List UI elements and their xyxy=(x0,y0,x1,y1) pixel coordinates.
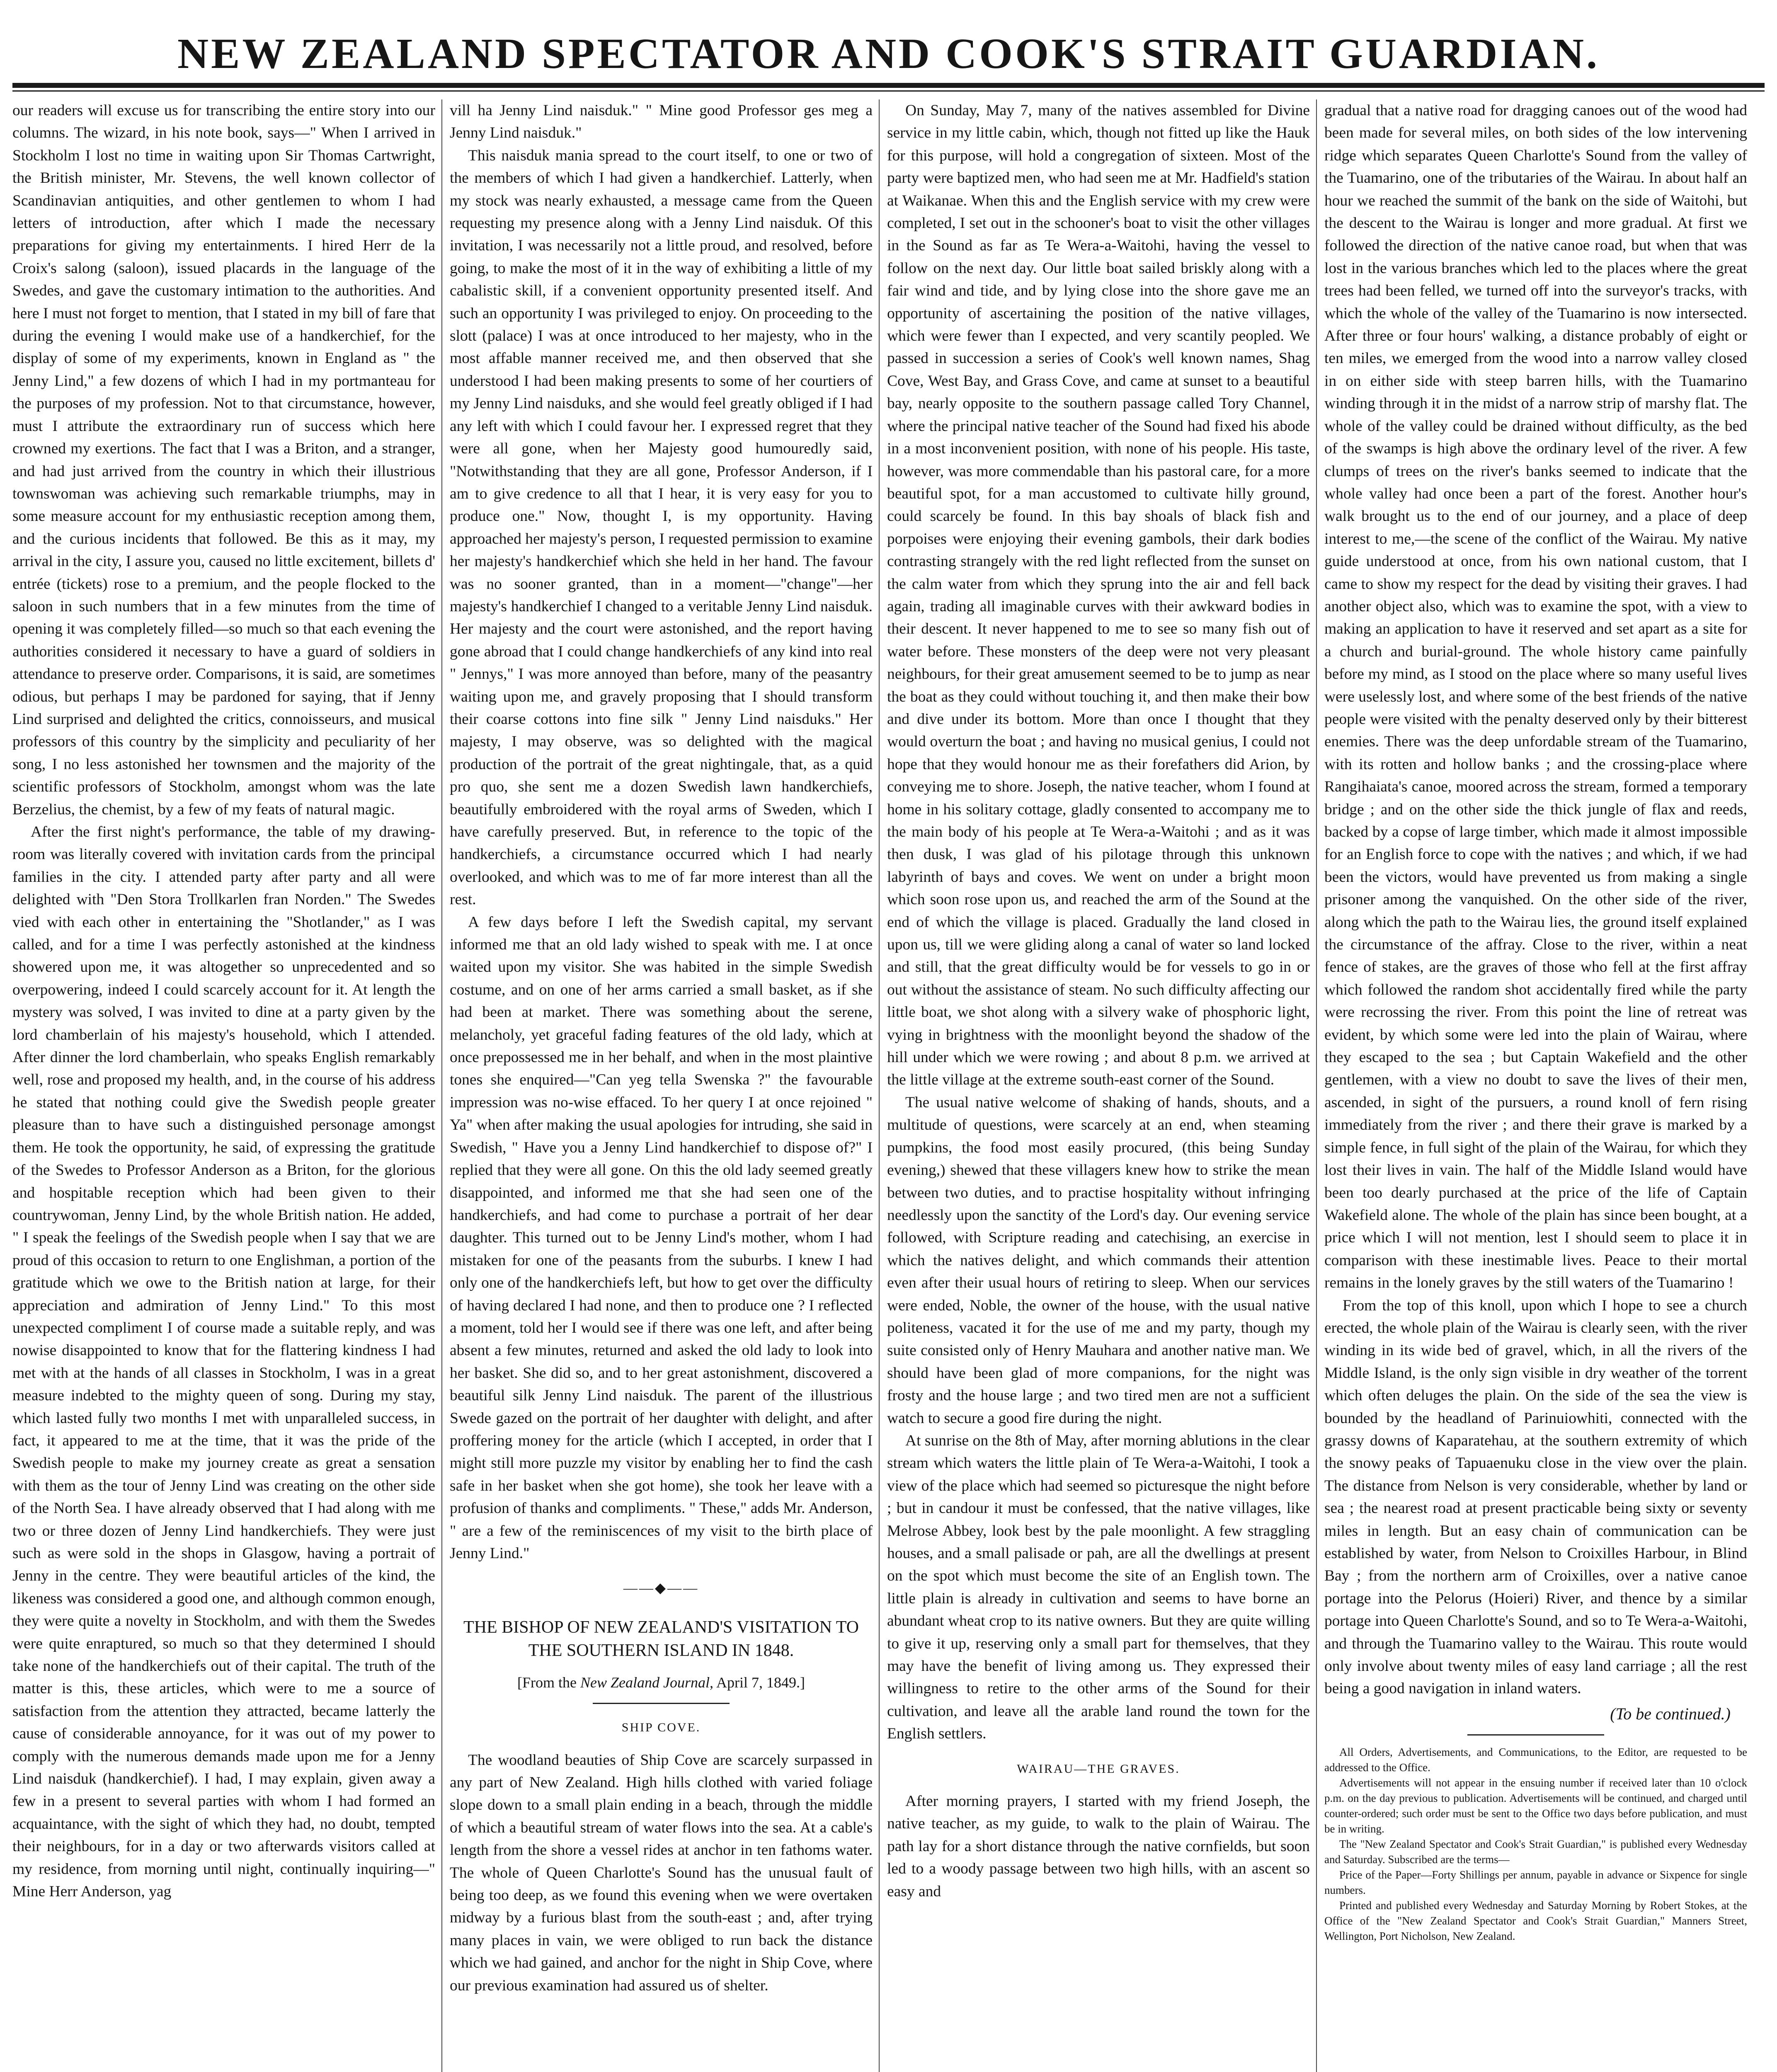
short-rule xyxy=(593,1703,730,1704)
column-2 xyxy=(450,99,873,2072)
section-subhead: WAIRAU—THE GRAVES. xyxy=(1017,1762,1180,1776)
column-divider xyxy=(879,99,880,2072)
article-paragraph: After morning prayers, I started with my friend Joseph, the native teacher, as my guide, to walk to the plain of Wairau. The path lay for a short distance through the native cornfields, but soon led to a woody passage between two high hills, with an ascent so easy and xyxy=(887,1793,1310,1900)
article-paragraph: A few days before I left the Swedish capital, my servant informed me that an old lady wished to speak with me. I at once waited upon my visitor. She was habited in the simple Swedish costume, and on one of her arms carried a small basket, as if she had been at market. There was something about the serene, melancholy, yet graceful fading features of the old lady, which at once prepossessed me in her behalf, and when in the most plaintive tones she enquired—"Can yeg tella Swenska ?" the favourable impression was no-wise effaced. To her query I at once rejoined " Ya" when after making the usual apologies for intruding, she said in Swedish, " Have you a Jenny Lind handkerchief to dispose of?" I replied that they were all gone. On this the old lady seemed greatly disappointed, and informed me that she had seen one of the handkerchiefs, and had come to purchase a portrait of her dear daughter. This turned out to be Jenny Lind's mother, whom I had mistaken for one of the peasants from the suburbs. I knew I had only one of the handkerchiefs left, but how to get over the difficulty of having declared I had none, and then to produce one ? I reflected a moment, told her I would see if there was one left, and after being absent a few minutes, returned and asked the old lady to look into her basket. She did so, and to her great astonishment, discovered a beautiful silk Jenny Lind naisduk. The parent of the illustrious Swede gazed on the portrait of her daughter with delight, and after proffering money for the article (which I accepted, in order that I might still more puzzle my visitor by enabling her to find the cash safe in her basket when she got home), she took her leave with a profusion of thanks and compliments. " These," adds Mr. Anderson, " are a few of the reminiscences of my visit to the birth place of Jenny Lind." xyxy=(450,913,873,1562)
article-source xyxy=(450,1671,873,1694)
article-paragraph: vill ha Jenny Lind naisduk." " Mine good Professor ges meg a Jenny Lind naisduk." xyxy=(450,102,873,142)
column-divider xyxy=(1316,99,1317,2072)
newspaper-title: NEW ZEALAND SPECTATOR AND COOK'S STRAIT GUARDIAN. xyxy=(177,30,1600,77)
imprint-line: All Orders, Advertisements, and Communications, to the Editor, are requested to be addressed to the Office. xyxy=(1324,1746,1747,1774)
article-paragraph: From the top of this knoll, upon which I hope to see a church erected, the whole plain of the Wairau is clearly seen, with the river winding in its wide bed of gravel, which, in all the rivers of the Middle Island, is the only sign visible in dry weather of the torrent which often deluges the plain. On the side of the sea the view is bounded by the headland of Parinuiowhiti, connected with the grassy downs of Kaparatehau, at the southern extremity of which the snowy peaks of Tapuaenuku close in the view over the plain. The distance from Nelson is very considerable, whether by land or sea ; the nearest road at present practicable being sixty or seventy miles in length. But an easy chain of communication can be established by water, from Nelson to Croixilles Harbour, in Blind Bay ; from the northern arm of Croixilles, over a native canoe portage into the Pelorus (Hoieri) River, and thence by a similar portage into Queen Charlotte's Sound, and so to Te Wera-a-Waitohi, and through the Tuamarino valley to the Wairau. This route would only involve about twenty miles of easy land carriage ; all the rest being a good navigation in inland waters. xyxy=(1324,1297,1747,1697)
article-paragraph: The usual native welcome of shaking of hands, shouts, and a multitude of questions, were scarcely at an end, when steaming pumpkins, the food most easily procured, (this being Sunday evening,) shewed that these villagers knew how to strike the mean between two duties, and to practise hospitality without infringing needlessly upon the sanctity of the Lord's day. Our evening service followed, with Scripture reading and catechising, an exercise in which the natives delight, and which commands their attention even after their usual hours of retiring to sleep. When our services were ended, Noble, the owner of the house, with the usual native politeness, vacated it for the use of me and my party, though my suite consisted only of Henry Mauhara and another native man. We should have been glad of more companions, for the night was frosty and the house large ; and two tired men are not a sufficient watch to secure a good fire during the night. xyxy=(887,1094,1310,1427)
imprint-notice xyxy=(1324,1745,1747,1944)
article-paragraph: This naisduk mania spread to the court itself, to one or two of the members of which I had given a handkerchief. Latterly, when my stock was nearly exhausted, a message came from the Queen requesting my presence along with a Jenny Lind naisduk. Of this invitation, I was necessarily not a little proud, and resolved, before going, to make the most of it in the way of exhibiting a little of my cabalistic skill, if a convenient opportunity presented itself. And such an opportunity I was privileged to enjoy. On proceeding to the slott (palace) I was at once introduced to her majesty, who in the most affable manner received me, and then observed that she understood I had been making presents to some of her courtiers of my Jenny Lind naisduks, and she would feel greatly obliged if I had any left with which I could favour her. I expressed regret that they were all gone, when her Majesty good humouredly said, "Notwithstanding that they are all gone, Professor Anderson, if I am to give credence to all that I hear, it is very easy for you to produce one." Now, thought I, is my opportunity. Having approached her majesty's person, I requested permission to examine her majesty's handkerchief which she held in her hand. The favour was no sooner granted, than in a moment—"change"—her majesty's handkerchief I changed to a veritable Jenny Lind naisduk. Her majesty and the court were astonished, and the report having gone abroad that I could change handkerchiefs of any kind into real " Jennys," I was more annoyed than before, many of the peasantry waiting upon me, and gravely proposing that I should transform their coarse cottons into fine silk " Jenny Lind naisduks." Her majesty, I may observe, was so delighted with the magical production of the portrait of the great nightingale, that, as a quid pro quo, she sent me a dozen Swedish lawn handkerchiefs, beautifully embroidered with the royal arms of Sweden, which I have carefully preserved. But, in reference to the topic of the handkerchiefs, a circumstance occurred which I had nearly overlooked, and which was to me of far more interest than all the rest. xyxy=(450,147,873,908)
source-date: April 7, 1849.] xyxy=(716,1674,805,1691)
imprint-line: Advertisements will not appear in the ensuing number if received later than 10 o'clock p.m. on the day previous to publication. Advertisements will be continued, and charged until counter-ordered; such order must be sent to the Office two days before publication, and must be in writing. xyxy=(1324,1777,1747,1835)
imprint-line: Price of the Paper—Forty Shillings per annum, payable in advance or Sixpence for single numbers. xyxy=(1324,1869,1747,1897)
article-paragraph: gradual that a native road for dragging canoes out of the wood had been made for several miles, on both sides of the low intervening ridge which separates Queen Charlotte's Sound from the valley of the Tuamarino, one of the tributaries of the Wairau. In about half an hour we reached the summit of the bank on the side of Waitohi, but the descent to the Wairau is longer and more gradual. At first we followed the direction of the native canoe road, but when that was lost in the various branches which led to the places where the great trees had been felled, we turned off into the surveyor's tracks, with which the whole of the valley of the Tuamarino is now intersected. After three or four hours' walking, a distance probably of eight or ten miles, we emerged from the wood into a narrow valley closed in on either side with steep barren hills, with the Tuamarino winding through it in the midst of a narrow strip of marshy flat. The whole of the valley could be drained without difficulty, as the bed of the swamps is high above the ordinary level of the river. A few clumps of trees on the river's banks seemed to indicate that the whole valley had once been a part of the forest. Another hour's walk brought us to the end of our journey, and a place of deep interest to me,—the scene of the conflict of the Wairau. My native guide understood at once, from his own national custom, that I came to show my respect for the dead by visiting their graves. I had another object also, which was to examine the spot, with a view to making an application to have it reserved and set apart as a site for a church and burial-ground. The whole history came painfully before my mind, as I stood on the place where so many useful lives were uselessly lost, and where some of the best friends of the native people were visited with the penalty deserved only by their bitterest enemies. There was the deep unfordable stream of the Tuamarino, with its rotten and hollow banks ; and the crossing-place where Rangihaiata's canoe, moored across the stream, formed a temporary bridge ; and on the other side the thick jungle of flax and reeds, backed by a copse of large timber, which made it almost impossible for an English force to cope with the natives ; and which, if we had been the victors, would have prevented us from making a single prisoner among the vanquished. On the other side of the river, along which the path to the Wairau lies, the ground itself explained the circumstance of the affray. Close to the river, within a neat fence of stakes, are the graves of those who fell at the first affray which followed the random shot accidentally fired while the party were recrossing the river. From this point the line of retreat was evident, by which some were led into the plain of Wairau, where they escaped to the sea ; but Captain Wakefield and the other gentlemen, with a view no doubt to save the lives of their men, ascended, in sight of the pursuers, a round knoll of fern rising immediately from the river ; and there their grave is marked by a simple fence, in full sight of the plain of the Wairau, for which they lost their lives in vain. The half of the Middle Island would have been too dearly purchased at the price of the life of Captain Wakefield alone. The whole of the plain has since been bought, at a price which I will not mention, lest I should seem to place it in comparison with these inestimable lives. Peace to their mortal remains in the lonely graves by the still waters of the Tuamarino ! xyxy=(1324,102,1747,1292)
article-paragraph: At sunrise on the 8th of May, after morning ablutions in the clear stream which waters the little plain of Te Wera-a-Waitohi, I took a view of the place which had seemed so picturesque the night before ; but in candour it must be confessed, that the native villages, like Melrose Abbey, look best by the pale moonlight. A few straggling houses, and a small palisade or pah, are all the dwellings at present on the spot which must become the site of an English town. The little plain is already in cultivation and seems to have borne an abundant wheat crop to its native owners. But they are quite willing to give it up, reserving only a small part for themselves, that they may have the benefit of living among us. They expressed their willingness to retire to the other arms of the Sound for their cultivation, and leave all the arable land round the town for the English settlers. xyxy=(887,1432,1310,1743)
imprint-line: Printed and published every Wednesday and Saturday Morning by Robert Stokes, at the Office of the "New Zealand Spectator and Cook's Strait Guardian," Manners Street, Wellington, Port Nicholson, New Zealand. xyxy=(1324,1899,1747,1943)
section-ornament: ——◆—— xyxy=(623,1581,699,1596)
article-paragraph: our readers will excuse us for transcribing the entire story into our columns. The wizard, in his note book, says—" When I arrived in Stockholm I lost no time in waiting upon Sir Thomas Cartwright, the British minister, Mr. Stevens, the well known collector of Scandinavian antiquities, and other gentlemen to whom I had letters of introduction, after which I made the necessary preparations for giving my entertainments. I hired Herr de la Croix's salong (saloon), issued placards in the language of the Swedes, and gave the customary intimation to the authorities. And here I must not forget to mention, that I stated in my bill of fare that during the evening I would make use of a handkerchief, for the display of some of my experiments, known in England as " the Jenny Lind," a few dozens of which I had in my portmanteau for the purposes of my profession. Not to that circumstance, however, must I attribute the extraordinary run of success which here crowned my exertions. The fact that I was a Briton, and a stranger, and had just arrived from the country in which their illustrious townswoman was achieving such remarkable triumphs, may in some measure account for my enthusiastic reception among them, and the curious incidents that followed. Be this as it may, my arrival in the city, I assure you, caused no little excitement, billets d' entrée (tickets) rose to a premium, and the people flocked to the saloon in such numbers that in a few minutes from the time of opening it was completely filled—so much so that each evening the authorities considered it necessary to have a guard of soldiers in attendance to preserve order. Comparisons, it is said, are sometimes odious, but perhaps I may be pardoned for saying, that if Jenny Lind surprised and delighted the critics, connoisseurs, and musical professors of this country by the simplicity and peculiarity of her song, I no less astonished her townsmen and the majority of the scientific professors of Stockholm, amongst whom was the late Berzelius, the chemist, by a few of my feats of natural magic. xyxy=(12,102,435,818)
short-rule xyxy=(1467,1734,1604,1736)
imprint-line: The "New Zealand Spectator and Cook's Strait Guardian," is published every Wednesday and Saturday. Subscribed are the terms— xyxy=(1324,1838,1747,1866)
section-subhead: SHIP COVE. xyxy=(621,1721,701,1735)
article-paragraph: The woodland beauties of Ship Cove are scarcely surpassed in any part of New Zealand. High hills clothed with varied foliage slope down to a small plain ending in a beach, through the middle of which a beautiful stream of water flows into the sea. At a cable's length from the shore a vessel rides at anchor in ten fathoms water. The whole of Queen Charlotte's Sound has the unusual fault of being too deep, as we found this evening when we were overtaken midway by a furious blast from the south-east ; and, after trying many places in vain, we were obliged to run back the distance which we had gained, and anchor for the night in Ship Cove, where our previous examination had assured us of shelter. xyxy=(450,1751,873,1994)
column-4 xyxy=(1324,99,1747,2072)
masthead-rule-thick xyxy=(12,83,1765,88)
article-headline: THE BISHOP OF NEW ZEALAND'S VISITATION TO THE SOUTHERN ISLAND IN 1848. xyxy=(463,1617,859,1660)
column-1 xyxy=(12,99,435,2072)
article-paragraph: On Sunday, May 7, many of the natives assembled for Divine service in my little cabin, which, though not fitted up like the Hauk for this purpose, will hold a congregation of sixteen. Most of the party were baptized men, who had seen me at Mr. Hadfield's station at Waikanae. When this and the English service with my crew were completed, I set out in the schooner's boat to visit the other villages in the Sound as far as Te Wera-a-Waitohi, having the vessel to follow on the next day. Our little boat sailed briskly along with a fair wind and tide, and by lying close into the shore gave me an opportunity of ascertaining the position of the native villages, which were fewer than I expected, and very scantily peopled. We passed in succession a series of Cook's well known names, Shag Cove, West Bay, and Grass Cove, and came at sunset to a beautiful bay, nearly opposite to the southern passage called Tory Channel, where the principal native teacher of the Sound had fixed his abode in a most inconvenient position, with none of his people. His taste, however, was more commendable than his pastoral care, for a more beautiful spot, for a man accustomed to cultivate hilly ground, could scarcely be found. In this bay shoals of black fish and porpoises were enjoying their evening gambols, their dark bodies contrasting strangely with the red light reflected from the sunset on the calm water from which they sprung into the air and fell back again, trading all imaginable curves with their awkward bodies in their descent. It never happened to me to see so many fish out of water before. These monsters of the deep were not very pleasant neighbours, for their great amusement seemed to be to jump as near the boat as they could without touching it, and then make their bow and dive under its bottom. More than once I thought that they would overturn the boat ; and having no musical genius, I could not hope that they would honour me as their forefathers did Arion, by conveying me to shore. Joseph, the native teacher, whom I found at home in his solitary cottage, gladly consented to accompany me to the main body of his people at Te Wera-a-Waitohi ; and as it was then dusk, I was glad of his pilotage through this unknown labyrinth of bays and coves. We went on under a bright moon which soon rose upon us, and reached the arm of the Sound at the end of which the village is placed. Gradually the land closed in upon us, till we were gliding along a canal of water so land locked and still, that the great difficulty would be for vessels to go in or out without the assistance of steam. No such difficulty affecting our little boat, we shot along with a silvery wake of phosphoric light, vying in brightness with the moonlight beyond the shadow of the hill under which we were rowing ; and about 8 p.m. we arrived at the little village at the extreme south-east corner of the Sound. xyxy=(887,102,1310,1089)
column-3 xyxy=(887,99,1310,2072)
source-prefix: [From the xyxy=(517,1674,577,1691)
article-paragraph: After the first night's performance, the table of my drawing-room was literally covered with invitation cards from the principal families in the city. I attended party after party and all were delighted with "Den Stora Trollkarlen fran Norden." The Swedes vied with each other in entertaining the "Shotlander," as I was called, and for a time I was perfectly astonished at the kindness showered upon me, it was altogether so unprecedented and so overpowering, indeed I could scarcely account for it. At length the mystery was solved, I was invited to dine at a party given by the lord chamberlain of his majesty's household, which I attended. After dinner the lord chamberlain, who speaks English remarkably well, rose and proposed my health, and, in the course of his address he stated that nothing could give the Swedish people greater pleasure than to have such a distinguished personage amongst them. He took the opportunity, he said, of expressing the gratitude of the Swedes to Professor Anderson as a Briton, for the glorious and hospitable reception which had been given to their countrywoman, Jenny Lind, by the whole British nation. He added, " I speak the feelings of the Swedish people when I say that we are proud of this occasion to return to one Englishman, a portion of the gratitude which we owe to the British nation at large, for their appreciation and admiration of Jenny Lind." To this most unexpected compliment I of course made a suitable reply, and was nowise disappointed to know that for the flattering kindness I had met with at the hands of all classes in Stockholm, I was in a great measure indebted to the mighty queen of song. During my stay, which lasted fully two months I met with unparalleled success, in fact, it appeared to me at the time, that it was the pride of the Swedish people to make my journey create as great a sensation with them as the tour of Jenny Lind was creating on the other side of the North Sea. I have already observed that I had along with me two or three dozen of Jenny Lind handkerchiefs. They were just such as were sold in the shops in Glasgow, having a portrait of Jenny in the centre. They were beautiful articles of the kind, the likeness was considered a good one, and although common enough, they were quite a novelty in Stockholm, and with them the Swedes were quite enraptured, so much so that they determined I should take none of the handkerchiefs out of their capital. The truth of the matter is this, these articles, which were to me a source of satisfaction from the attention they attracted, became latterly the cause of considerable annoyance, for it was out of my power to comply with the numerous demands made upon me for a Jenny Lind naisduk (handkerchief). I had, I may explain, given away a few in a present to several parties with whom I had formed an acquaintance, with the sight of which they had, no doubt, tempted their neighbours, for in a day or two afterwards visitors called at my residence, from morning until night, continually inquiring—" Mine Herr Anderson, yag xyxy=(12,823,435,1900)
masthead xyxy=(12,17,1765,85)
source-journal: New Zealand Journal, xyxy=(580,1674,713,1691)
column-divider xyxy=(441,99,442,2072)
to-be-continued: (To be continued.) xyxy=(1610,1704,1731,1723)
masthead-rule-thin xyxy=(12,90,1765,92)
